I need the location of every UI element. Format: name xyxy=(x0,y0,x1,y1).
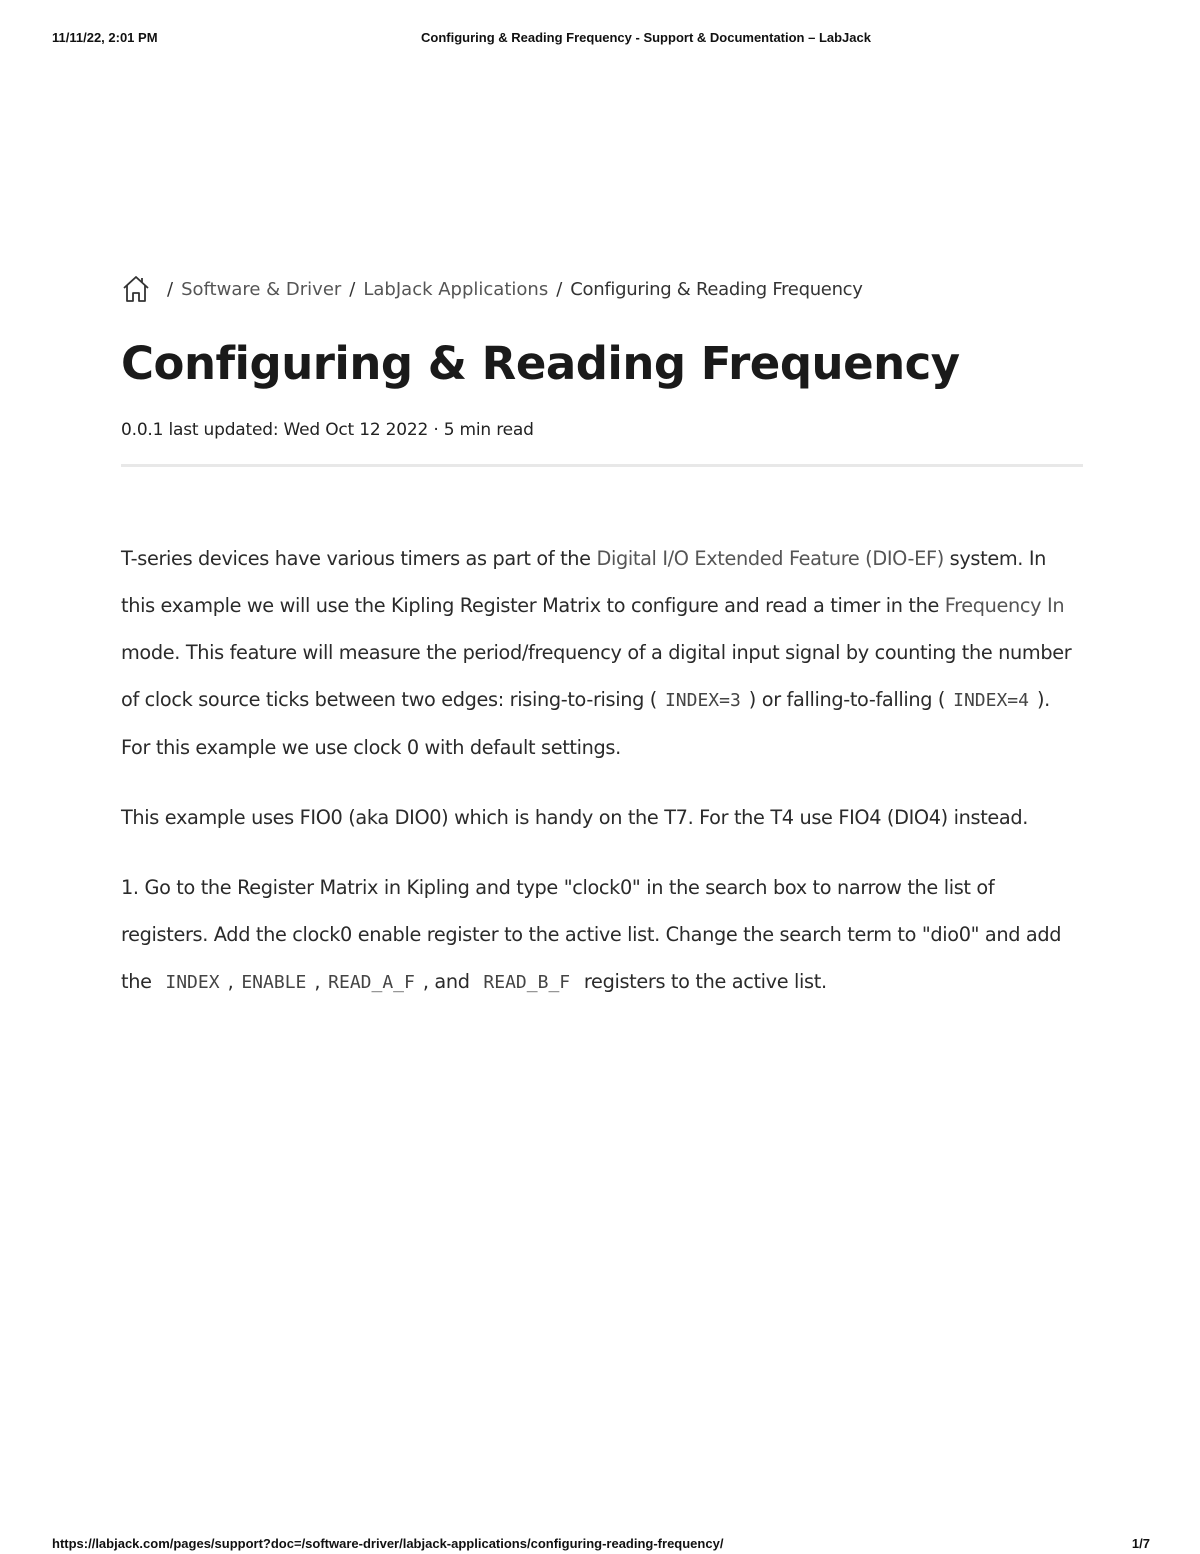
text: ). For this example we use clock 0 with default settings. xyxy=(121,688,1050,759)
link-frequency-in[interactable]: Frequency In xyxy=(944,594,1065,617)
breadcrumb-separator: / xyxy=(349,278,356,300)
breadcrumb xyxy=(121,272,1083,306)
code-index-3: INDEX=3 xyxy=(664,690,741,711)
text: T-series devices have various timers as part of the xyxy=(121,547,597,570)
text: system. In this example we will use the Kipling Register Matrix to configure and read a timer in the xyxy=(121,547,1047,617)
breadcrumb-software-driver[interactable]: Software & Driver xyxy=(181,278,342,300)
print-url: https://labjack.com/pages/support?doc=/software-driver/labjack-applications/configuring-reading-frequency/ xyxy=(52,1536,724,1551)
text: 1. Go to the Register Matrix in Kipling and type "clock0" in the search box to narrow the list of registers. Add the clock0 enable register to the active list. Change the search term to "dio0" and add the xyxy=(121,876,1062,993)
print-footer xyxy=(52,1536,1150,1554)
article-body xyxy=(121,535,1083,1006)
print-header xyxy=(52,30,1150,48)
print-datetime: 11/11/22, 2:01 PM xyxy=(52,30,158,45)
breadcrumb-separator: / xyxy=(167,278,174,300)
code-index-4: INDEX=4 xyxy=(953,690,1029,711)
home-icon[interactable] xyxy=(121,274,151,304)
text: mode. This feature will measure the period/frequency of a digital input signal by counting the number of clock source ticks between two edges: rising-to-rising ( xyxy=(121,641,1072,711)
code-enable: ENABLE xyxy=(241,972,307,993)
page-number: 1/7 xyxy=(1131,1536,1150,1551)
page-title: Configuring & Reading Frequency xyxy=(121,337,960,390)
print-title: Configuring & Reading Frequency - Support & Documentation – LabJack xyxy=(421,30,871,45)
text: , xyxy=(314,970,321,993)
breadcrumb-current: Configuring & Reading Frequency xyxy=(570,278,863,300)
text: , and xyxy=(422,970,476,993)
text: , xyxy=(227,970,234,993)
article xyxy=(121,272,1083,1029)
breadcrumb-labjack-applications[interactable]: LabJack Applications xyxy=(363,278,549,300)
text: ) or falling-to-falling ( xyxy=(748,688,946,711)
paragraph-fio: This example uses FIO0 (aka DIO0) which is handy on the T7. For the T4 use FIO4 (DIO4) instead. xyxy=(121,806,1029,829)
text: registers to the active list. xyxy=(578,970,827,993)
paragraph-step-1 xyxy=(121,864,1083,1006)
article-meta: 0.0.1 last updated: Wed Oct 12 2022 · 5 min read xyxy=(121,420,534,440)
code-index: INDEX xyxy=(165,972,220,993)
divider xyxy=(121,464,1083,467)
paragraph-intro xyxy=(121,535,1083,771)
breadcrumb-separator: / xyxy=(556,278,563,300)
code-read-b-f: READ_B_F xyxy=(483,972,571,993)
code-read-a-f: READ_A_F xyxy=(328,972,415,993)
link-dio-ef[interactable]: Digital I/O Extended Feature (DIO-EF) xyxy=(596,547,944,570)
